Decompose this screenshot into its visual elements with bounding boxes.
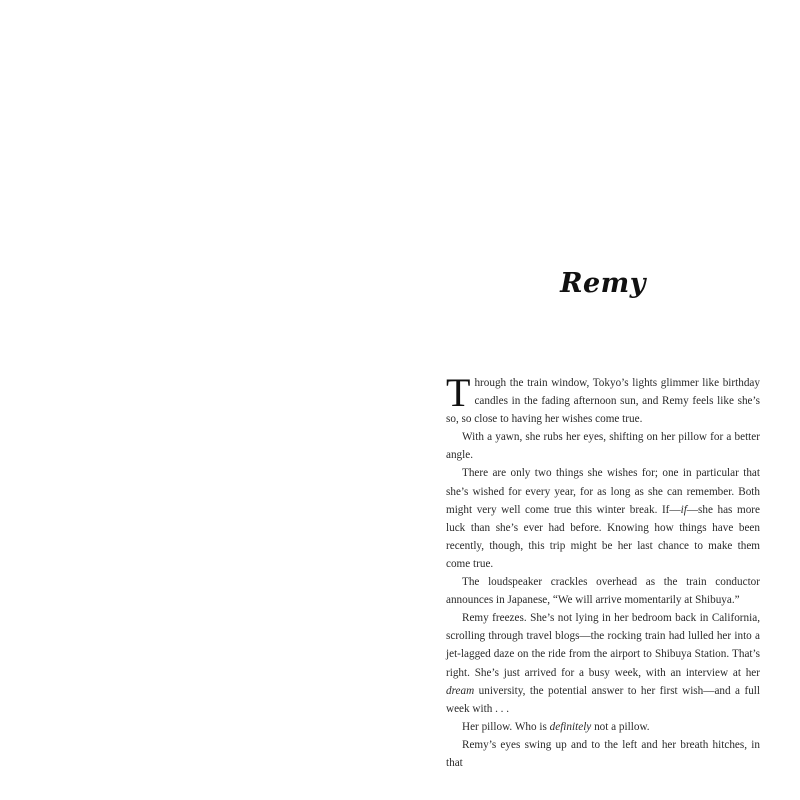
chapter-title: Remy: [560, 268, 646, 299]
paragraph-5: [446, 609, 760, 718]
drop-cap: T: [446, 370, 471, 415]
paragraph-4: The loudspeaker crackles overhead as the train conductor announces in Japanese, “We will arrive momentarily at Shibuya.”: [446, 576, 760, 607]
paragraph-3: [446, 464, 760, 573]
paragraph-3-end: —she has more luck than she’s ever had before. Knowing how things have been recently, though, this trip might be her last chance to make them come true.: [446, 503, 760, 570]
paragraph-5-text: Remy freezes. She’s not lying in her bedroom back in California, scrolling through travel blogs—the rocking train had lulled her into a jet-lagged daze on the ride from the airport to Shibuya Station. That’s right. She’s just arrived for a busy week, with an interview at her: [446, 612, 760, 679]
emphasis-if: if: [680, 503, 687, 516]
paragraph-1: [446, 370, 760, 428]
paragraph-3-text: There are only two things she wishes for; one in particular that she’s wished for every year, for as long as she can remember. Both might very well come true this winter break. If—: [446, 467, 760, 516]
emphasis-definitely: definitely: [549, 720, 592, 733]
paragraph-6: [446, 718, 760, 736]
paragraph-6-text: Her pillow. Who is: [462, 720, 550, 733]
paragraph-2: With a yawn, she rubs her eyes, shifting on her pillow for a better angle.: [446, 431, 760, 462]
emphasis-dream: dream: [446, 684, 475, 697]
paragraph-7: Remy’s eyes swing up and to the left and her breath hitches, in that: [446, 738, 760, 769]
paragraph-1-text: hrough the train window, Tokyo’s lights glimmer like birthday candles in the fading afternoon sun, and Remy feels like she’s so, so close to having her wishes come true.: [446, 377, 760, 426]
body-text: [446, 370, 760, 772]
paragraph-5-end: university, the potential answer to her first wish—and a full week with . . .: [446, 684, 760, 715]
paragraph-6-end: not a pillow.: [591, 720, 650, 733]
